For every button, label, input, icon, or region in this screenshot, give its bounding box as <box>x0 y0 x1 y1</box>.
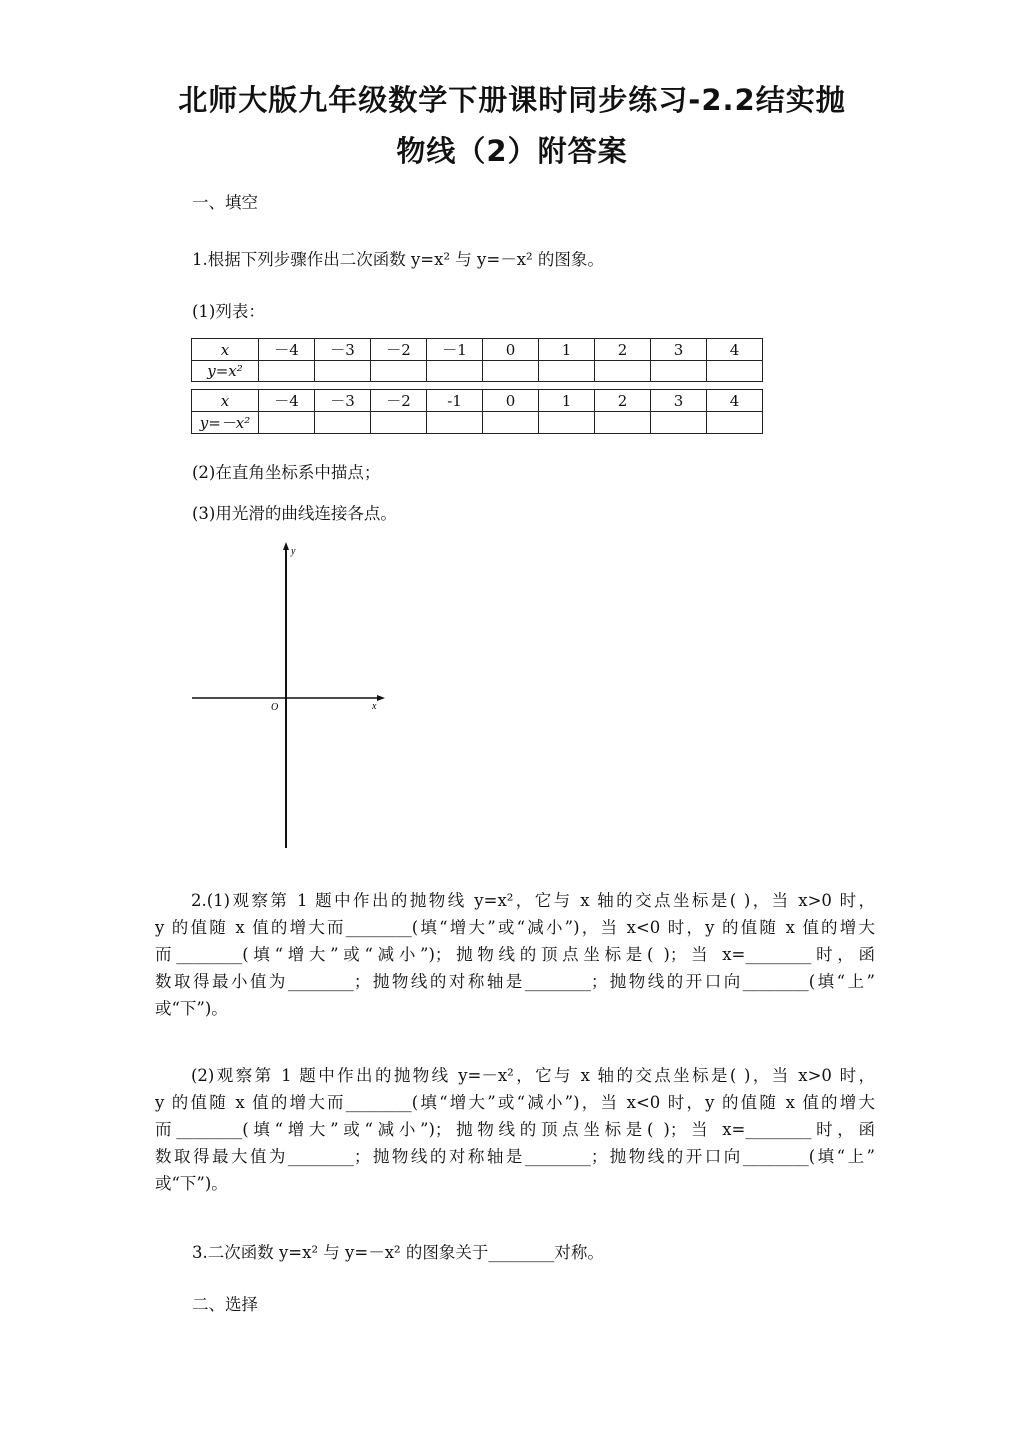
table-header-x: x <box>192 339 259 361</box>
paragraph-line: 数取得最大值为________；抛物线的对称轴是________；抛物线的开口向________(填“上” <box>155 1147 875 1166</box>
paragraph-line: 而________(填“增大”或“减小”)；抛物线的顶点坐标是( )；当 x=________时，函 <box>155 1120 875 1139</box>
table-cell-x: 1 <box>539 339 595 361</box>
question-1-step-1: (1)列表： <box>192 302 265 321</box>
paragraph-line: 数取得最小值为________；抛物线的对称轴是________；抛物线的开口向________(填“上” <box>155 972 875 991</box>
table-cell-blank[interactable] <box>539 361 595 382</box>
paragraph-line: y 的值随 x 值的增大而________(填“增大”或“减小”)，当 x<0 时，y 的值随 x 值的增大 <box>155 1093 875 1112</box>
section-heading-multiple-choice: 二、选择 <box>192 1295 258 1314</box>
y-axis-arrow <box>283 542 289 550</box>
paragraph-line: 2.(1)观察第 1 题中作出的抛物线 y=x²，它与 x 轴的交点坐标是( )，当 x>0 时， <box>191 891 875 910</box>
table-header-y: y=－x² <box>192 412 259 434</box>
question-3: 3.二次函数 y=x² 与 y=－x² 的图象关于________对称。 <box>192 1243 604 1262</box>
paragraph-line: 或“下”)。 <box>155 1174 228 1193</box>
table-cell-blank[interactable] <box>427 412 483 434</box>
table-row-x <box>192 390 763 412</box>
table-cell-blank[interactable] <box>371 361 427 382</box>
value-table-y-neg-x-squared <box>191 389 763 434</box>
paragraph-line: (2)观察第 1 题中作出的抛物线 y=－x²，它与 x 轴的交点坐标是( )，当 x>0 时， <box>191 1066 875 1085</box>
table-cell-x: －4 <box>259 390 315 412</box>
question-2-part-2 <box>155 1062 875 1197</box>
table-cell-blank[interactable] <box>651 361 707 382</box>
table-cell-x: 3 <box>651 390 707 412</box>
table-cell-blank[interactable] <box>259 361 315 382</box>
origin-label: O <box>271 702 279 713</box>
paragraph-line: y 的值随 x 值的增大而________(填“增大”或“减小”)，当 x<0 时，y 的值随 x 值的增大 <box>155 918 875 937</box>
table-cell-blank[interactable] <box>259 412 315 434</box>
table-cell-x: 2 <box>595 390 651 412</box>
doc-title-line-1: 北师大版九年级数学下册课时同步练习-2.2结实抛 <box>178 83 846 117</box>
table-cell-x: 1 <box>539 390 595 412</box>
table-cell-x: －3 <box>315 390 371 412</box>
table-cell-x: 0 <box>483 390 539 412</box>
paragraph-line: 或“下”)。 <box>155 999 228 1018</box>
table-cell-blank[interactable] <box>707 361 763 382</box>
table-header-x: x <box>192 390 259 412</box>
question-1-step-2: (2)在直角坐标系中描点； <box>192 463 381 482</box>
doc-title-line-2: 物线（2）附答案 <box>396 134 628 168</box>
table-cell-blank[interactable] <box>651 412 707 434</box>
table-cell-blank[interactable] <box>371 412 427 434</box>
table-header-y: y=x² <box>192 361 259 382</box>
table-cell-x: －2 <box>371 339 427 361</box>
table-row-y <box>192 412 763 434</box>
table-cell-x: 3 <box>651 339 707 361</box>
section-heading-fill-in: 一、填空 <box>192 193 258 212</box>
table-cell-blank[interactable] <box>315 361 371 382</box>
question-2-part-1 <box>155 887 875 1022</box>
table-cell-x: －2 <box>371 390 427 412</box>
question-1-step-3: (3)用光滑的曲线连接各点。 <box>192 504 397 523</box>
table-cell-blank[interactable] <box>315 412 371 434</box>
table-cell-blank[interactable] <box>483 361 539 382</box>
question-1-stem: 1.根据下列步骤作出二次函数 y=x² 与 y=－x² 的图象。 <box>192 250 604 269</box>
table-row-x <box>192 339 763 361</box>
table-cell-x: -1 <box>427 390 483 412</box>
table-cell-blank[interactable] <box>539 412 595 434</box>
paragraph-line: 而________(填“增大”或“减小”)；抛物线的顶点坐标是( )；当 x=________时，函 <box>155 945 875 964</box>
table-cell-x: 4 <box>707 339 763 361</box>
table-cell-blank[interactable] <box>483 412 539 434</box>
coordinate-axes <box>185 538 395 858</box>
y-axis-label: y <box>291 546 296 557</box>
table-row-y <box>192 361 763 382</box>
table-cell-blank[interactable] <box>707 412 763 434</box>
table-cell-blank[interactable] <box>595 361 651 382</box>
x-axis-arrow <box>377 695 385 701</box>
table-cell-blank[interactable] <box>595 412 651 434</box>
table-cell-x: －3 <box>315 339 371 361</box>
value-table-y-x-squared <box>191 338 763 382</box>
table-cell-x: －1 <box>427 339 483 361</box>
table-cell-blank[interactable] <box>427 361 483 382</box>
table-cell-x: 0 <box>483 339 539 361</box>
table-cell-x: 2 <box>595 339 651 361</box>
x-axis-label: x <box>372 701 377 712</box>
table-cell-x: 4 <box>707 390 763 412</box>
table-cell-x: －4 <box>259 339 315 361</box>
